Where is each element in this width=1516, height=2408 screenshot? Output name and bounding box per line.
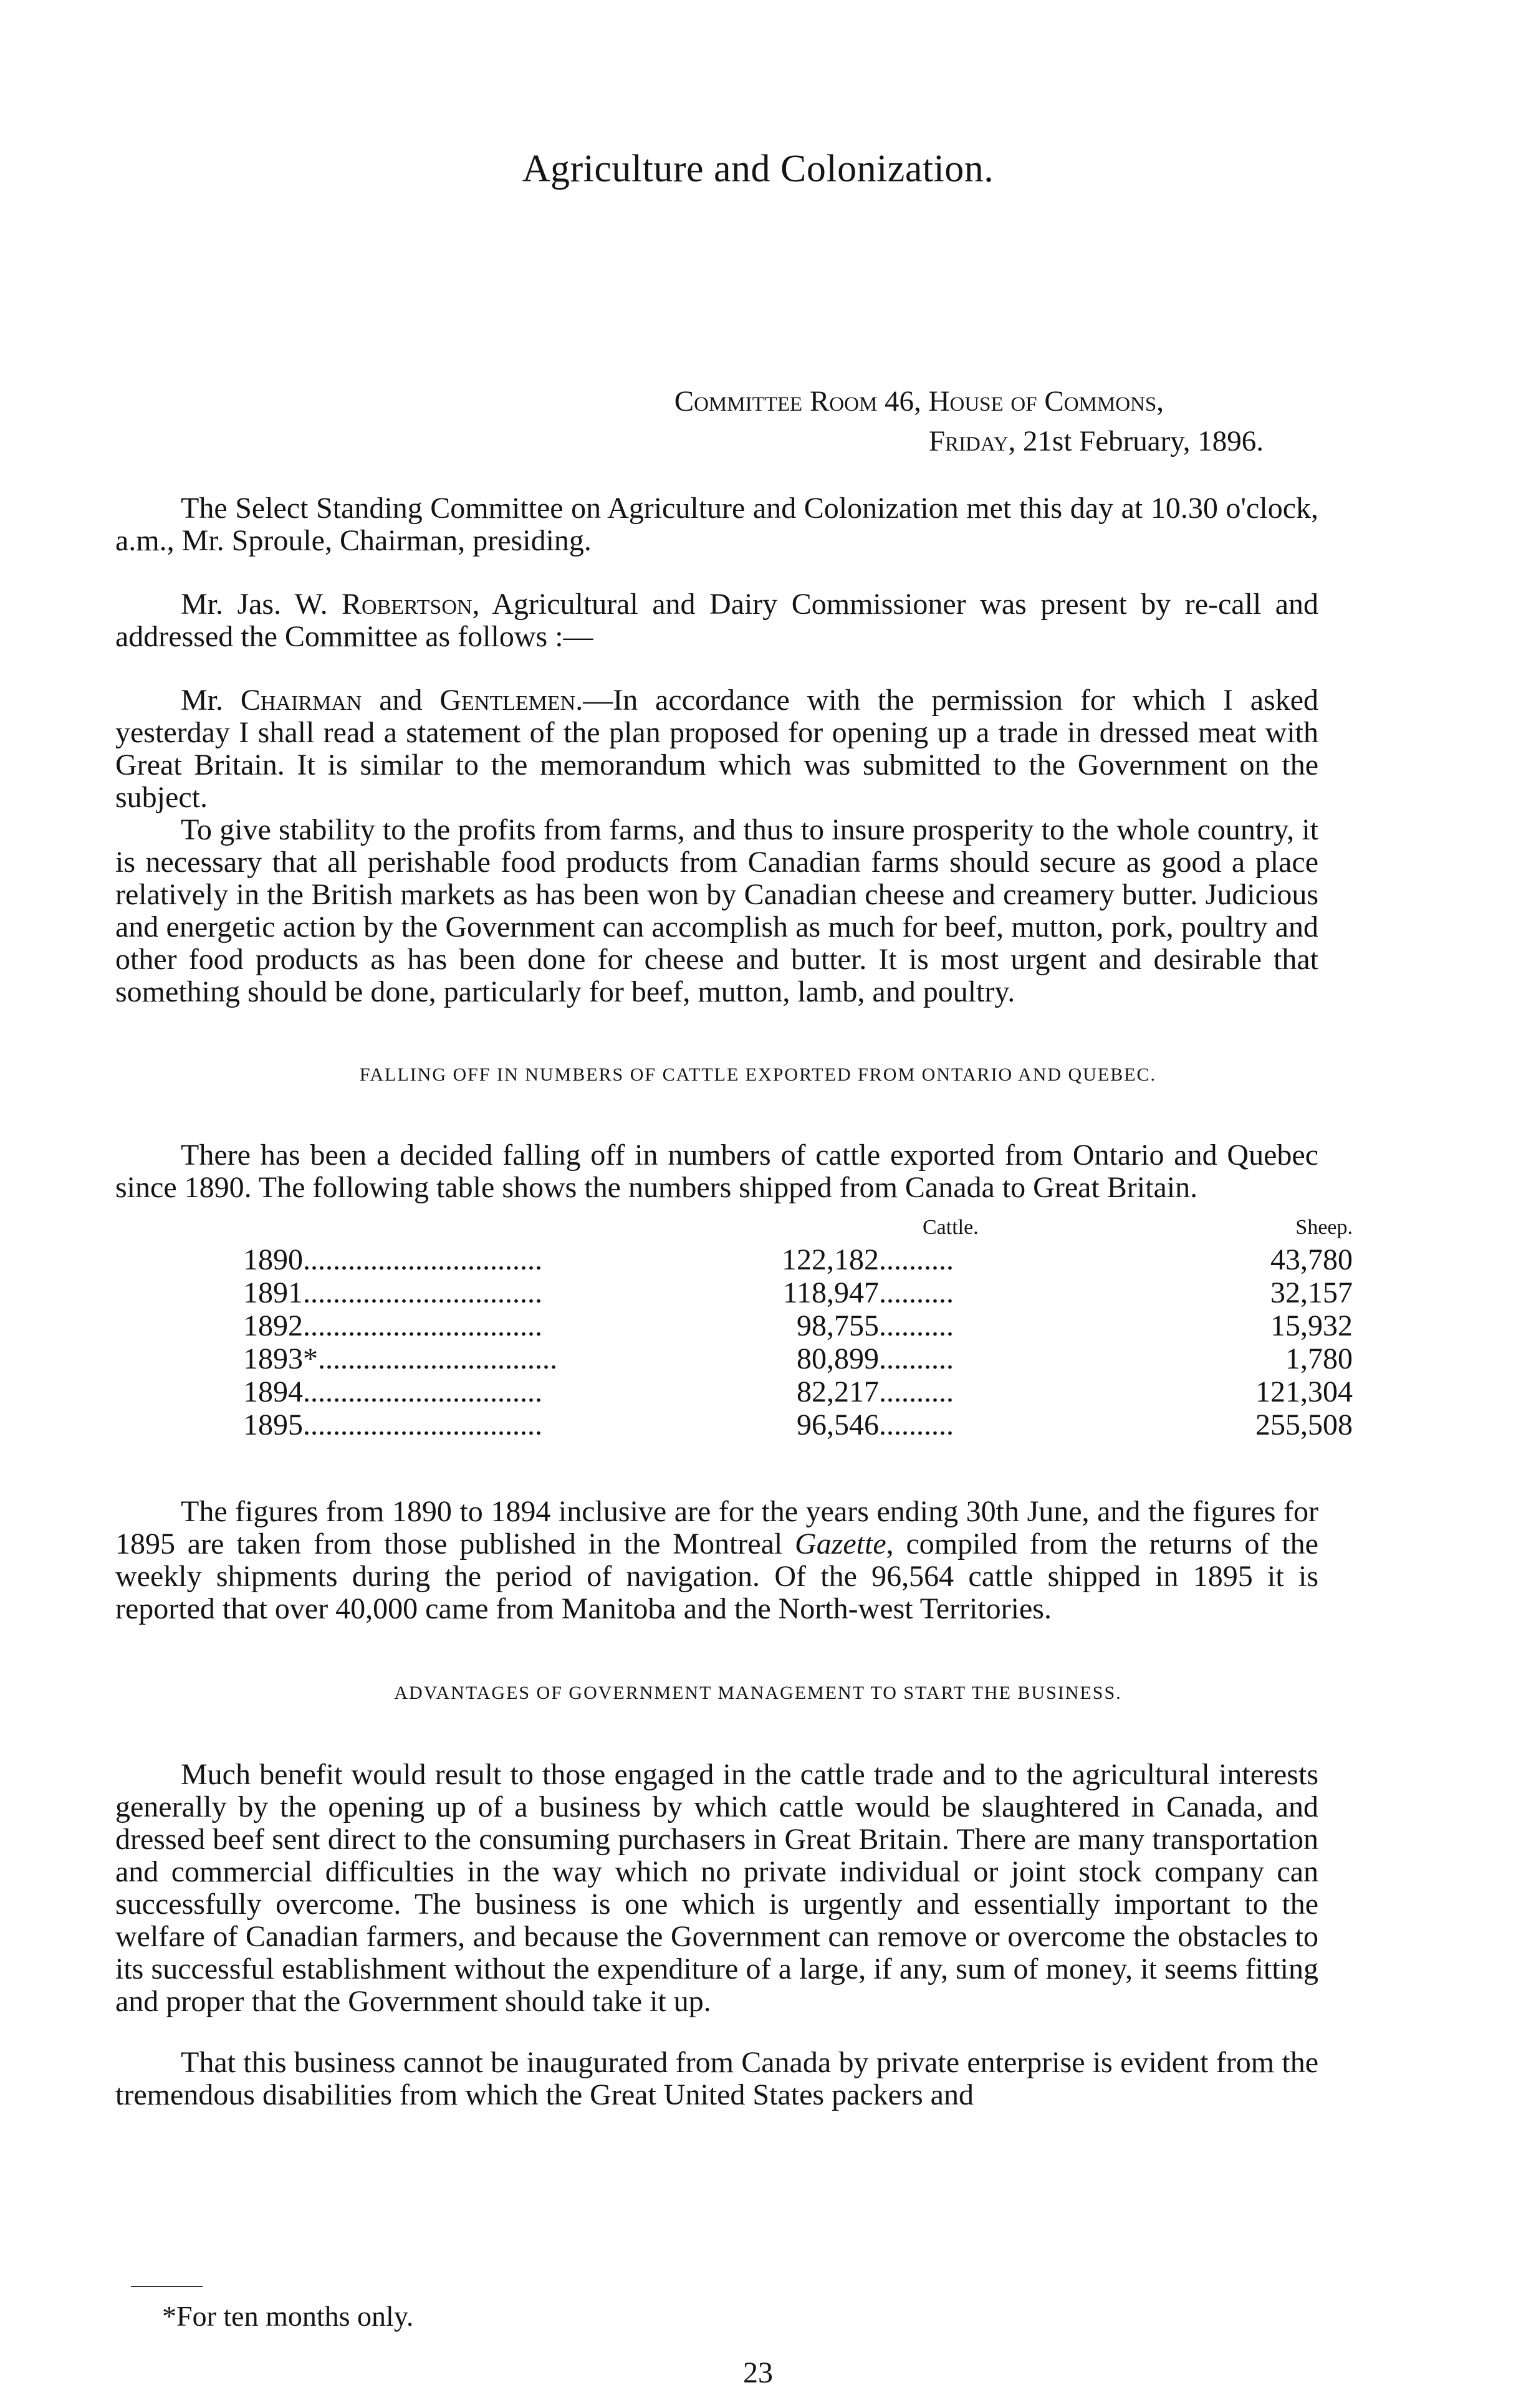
table-cell-sheep: 15,932 — [1270, 1309, 1353, 1342]
presence-paragraph — [115, 588, 1318, 653]
cattle-value: 122,182 — [782, 1243, 879, 1276]
footnote-rule — [131, 2286, 203, 2287]
table-row — [243, 1309, 1353, 1342]
table-cell-cattle: 122,182.......... — [767, 1243, 1219, 1276]
meeting-date-rest: , 21st February, 1896. — [1008, 425, 1264, 457]
figures-italic: Gazette — [795, 1527, 886, 1560]
cattle-value: 118,947 — [782, 1276, 879, 1309]
address-and: and — [362, 684, 440, 717]
table-cell-cattle: 80,899.......... — [767, 1342, 1219, 1375]
figures-paragraph — [115, 1496, 1318, 1625]
table-cell-year: 1894................................ — [243, 1375, 542, 1408]
address-paragraph — [115, 684, 1318, 814]
stability-paragraph: To give stability to the profits from farms, and thus to insure prosperity to the whole country, it is necessary that all perishable food products from Canadian farms should secure as good a place relatively in the British markets as has been won by Canadian cheese and creamery butter. Judicious and energetic action by the Government can accomplish as much for beef, mutton, pork, poultry and other food products as has been done for cheese and butter. It is most urgent and desirable that something should be done, particularly for beef, mutton, lamb, and poultry. — [115, 813, 1318, 1008]
heading-advantages: ADVANTAGES OF GOVERNMENT MANAGEMENT TO START THE BUSINESS. — [394, 1683, 1122, 1703]
presence-rest: , Agricultural and Dairy Commissioner was present by re-call and addressed the Committee as follows :— — [115, 588, 1318, 653]
year-value: 1894 — [243, 1375, 303, 1408]
table-cell-year: 1892................................ — [243, 1309, 542, 1342]
cattle-value: 80,899 — [797, 1342, 879, 1375]
figures-after: , compiled from the returns of the weekly shipments during the period of navigation. Of the 96,564 cattle shipped in 1895 it is reported that over 40,000 came from Manitoba and the North-west Territories. — [115, 1527, 1318, 1625]
year-value: 1893* — [243, 1342, 318, 1375]
presence-name: Robertson — [342, 588, 473, 621]
table-cell-cattle: 82,217.......... — [767, 1375, 1219, 1408]
table-cell-year: 1893*................................ — [243, 1342, 557, 1375]
table-cell-cattle: 98,755.......... — [767, 1309, 1219, 1342]
year-value: 1890 — [243, 1243, 303, 1276]
year-value: 1895 — [243, 1408, 303, 1441]
cattle-value: 98,755 — [797, 1309, 879, 1342]
table-row — [243, 1342, 1353, 1375]
export-table — [243, 1212, 1353, 1441]
table-row — [243, 1243, 1353, 1276]
meeting-date — [674, 421, 1264, 461]
meeting-header — [674, 381, 1264, 461]
address-chairman: Chairman — [240, 684, 362, 717]
address-rest: .—In accordance with the permission for which I asked yesterday I shall read a statement of the plan proposed for opening up a trade in dressed meat with Great Britain. It is similar to the memorandum which was submitted to the Government on the subject. — [115, 684, 1319, 814]
table-header-sheep: Sheep. — [1295, 1216, 1353, 1239]
table-cell-year: 1890................................ — [243, 1243, 542, 1276]
cattle-value: 96,546 — [797, 1408, 879, 1441]
benefit-paragraph: Much benefit would result to those engaged in the cattle trade and to the agricultural interests generally by the opening up of a business by which cattle would be slaughtered in Canada, and dressed beef sent direct to the consuming purchasers in Great Britain. There are many transportation and commercial difficulties in the way which no private individual or joint stock company can successfully overcome. The business is one which is urgently and essentially important to the welfare of Canadian farmers, and because the Government can remove or overcome the obstacles to its successful establishment without the expenditure of a large, if any, sum of money, it seems fitting and proper that the Government should take it up. — [115, 1758, 1318, 2018]
presence-prefix: Mr. Jas. W. — [181, 588, 342, 621]
meeting-location: Committee Room 46, House of Commons, — [674, 385, 1164, 418]
page-number: 23 — [743, 2356, 773, 2389]
table-cell-sheep: 121,304 — [1255, 1375, 1353, 1408]
table-cell-cattle: 96,546.......... — [767, 1408, 1219, 1441]
table-cell-sheep: 43,780 — [1270, 1243, 1353, 1276]
year-value: 1892 — [243, 1309, 303, 1342]
year-value: 1891 — [243, 1276, 303, 1309]
table-body — [243, 1243, 1353, 1441]
table-cell-sheep: 255,508 — [1255, 1408, 1353, 1441]
table-row — [243, 1408, 1353, 1441]
table-cell-cattle: 118,947.......... — [767, 1276, 1219, 1309]
table-cell-sheep: 1,780 — [1285, 1342, 1353, 1375]
address-prefix: Mr. — [181, 684, 241, 717]
heading-falling-off: FALLING OFF IN NUMBERS OF CATTLE EXPORTED FROM ONTARIO AND QUEBEC. — [359, 1064, 1157, 1085]
address-gentlemen: Gentlemen — [439, 684, 576, 717]
table-row — [243, 1276, 1353, 1309]
table-cell-year: 1891................................ — [243, 1276, 542, 1309]
cattle-value: 82,217 — [797, 1375, 879, 1408]
table-row — [243, 1375, 1353, 1408]
table-header-year — [243, 1212, 767, 1243]
intro-paragraph: The Select Standing Committee on Agriculture and Colonization met this day at 10.30 o'clock, a.m., Mr. Sproule, Chairman, presiding. — [115, 492, 1318, 557]
figures-before: The figures from 1890 to 1894 inclusive are for the years ending 30th June, and the figures for 1895 are taken from those published in the Montreal — [115, 1495, 1318, 1560]
page-title: Agriculture and Colonization. — [522, 148, 994, 190]
table-header-row — [243, 1212, 1353, 1243]
private-paragraph: That this business cannot be inaugurated from Canada by private enterprise is evident from the tremendous disabilities from which the Great United States packers and — [115, 2046, 1318, 2111]
table-cell-sheep: 32,157 — [1270, 1276, 1353, 1309]
table-header-cattle: Cattle. — [923, 1216, 979, 1239]
falling-paragraph: There has been a decided falling off in numbers of cattle exported from Ontario and Quebec since 1890. The following table shows the numbers shipped from Canada to Great Britain. — [115, 1139, 1318, 1204]
footnote: *For ten months only. — [162, 2300, 414, 2332]
table-cell-year: 1895................................ — [243, 1408, 542, 1441]
meeting-day: Friday — [928, 425, 1009, 457]
